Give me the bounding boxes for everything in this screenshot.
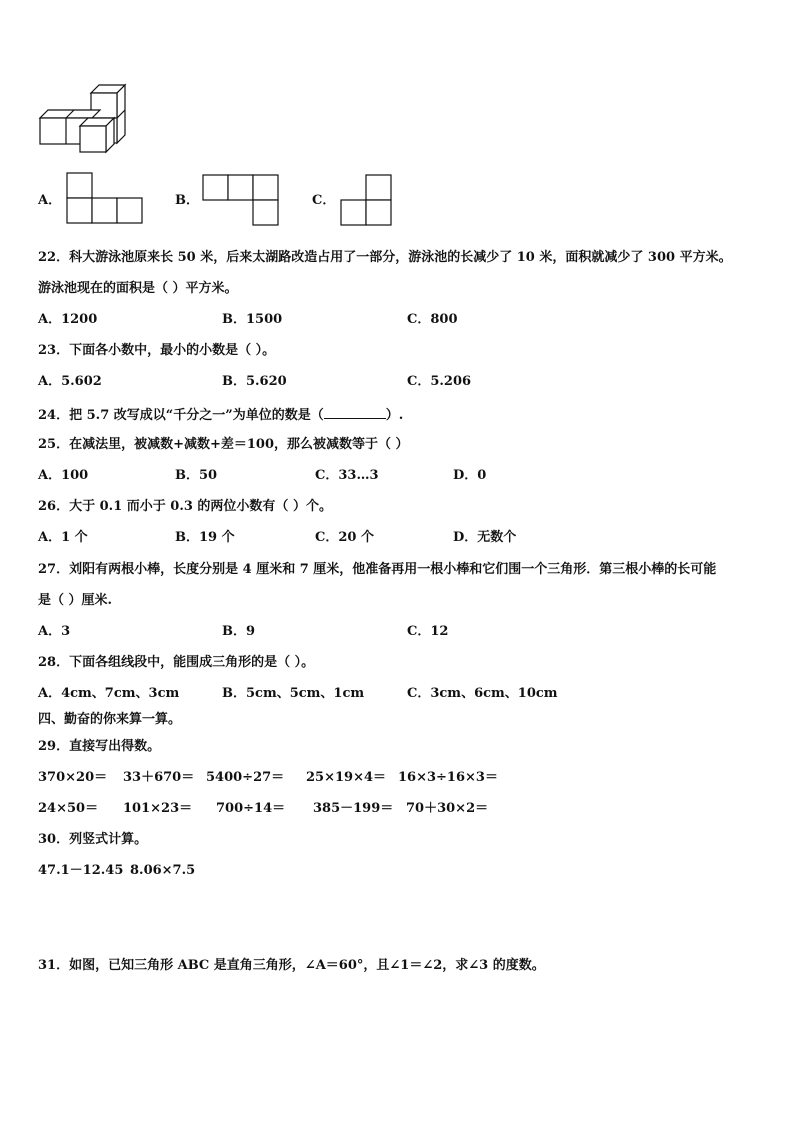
q29-r2-item3: 700÷14＝ bbox=[216, 801, 286, 816]
q25-option-a: A．100 bbox=[38, 468, 89, 483]
q29-r1-item1: 370×20＝ bbox=[38, 770, 108, 785]
q23-stem: 23．下面各小数中，最小的小数是（ ）。 bbox=[38, 343, 276, 358]
answer-blank[interactable] bbox=[324, 406, 386, 419]
option-b-label: B． bbox=[175, 193, 199, 208]
q22-line1: 22．科大游泳池原来长 50 米，后来太湖路改造占用了一部分，游泳池的长减少了 10 米，面积就减少了 300 平方米。 bbox=[38, 250, 732, 265]
section-heading: 四、勤奋的你来算一算。 bbox=[38, 712, 182, 727]
q23-option-b: B．5.620 bbox=[222, 374, 287, 389]
q29-r2-item4: 385－199＝ bbox=[313, 801, 394, 816]
q29-r1-item4: 25×19×4＝ bbox=[306, 770, 387, 785]
q26-option-b: B．19 个 bbox=[175, 530, 235, 545]
q26-option-d: D．无数个 bbox=[453, 530, 517, 545]
q22-option-b: B．1500 bbox=[222, 312, 283, 327]
q25-option-b: B．50 bbox=[175, 468, 218, 483]
q30-item1: 47.1－12.45 bbox=[38, 863, 124, 878]
q29-r2-item2: 101×23＝ bbox=[123, 801, 193, 816]
option-c-figure bbox=[340, 174, 394, 228]
q28-option-a: A．4cm、7cm、3cm bbox=[38, 686, 180, 701]
q24-stem bbox=[38, 406, 403, 424]
q22-line2: 游泳池现在的面积是（ ）平方米。 bbox=[38, 281, 238, 296]
q27-option-c: C．12 bbox=[407, 624, 449, 639]
q25-stem: 25．在减法里，被减数+减数+差＝100，那么被减数等于（ ） bbox=[38, 437, 409, 452]
option-a-figure bbox=[66, 172, 144, 224]
q26-stem: 26．大于 0.1 而小于 0.3 的两位小数有（ ）个。 bbox=[38, 499, 332, 514]
q22-option-a: A．1200 bbox=[38, 312, 98, 327]
q30-item2: 8.06×7.5 bbox=[130, 863, 196, 878]
q29-r1-item5: 16×3÷16×3＝ bbox=[398, 770, 498, 785]
q26-option-a: A．1 个 bbox=[38, 530, 88, 545]
q28-stem: 28．下面各组线段中，能围成三角形的是（ ）。 bbox=[38, 655, 315, 670]
option-b-figure bbox=[202, 174, 280, 228]
q24-before: 24．把 5.7 改写成以“千分之一”为单位的数是（ bbox=[38, 408, 324, 423]
q22-option-c: C．800 bbox=[407, 312, 458, 327]
cube-stack-figure bbox=[38, 82, 130, 156]
option-a-label: A． bbox=[38, 193, 62, 208]
q26-option-c: C．20 个 bbox=[315, 530, 374, 545]
q25-option-c: C．33…3 bbox=[315, 468, 379, 483]
q27-option-b: B．9 bbox=[222, 624, 256, 639]
q29-stem: 29．直接写出得数。 bbox=[38, 739, 161, 754]
q27-line2: 是（ ）厘米. bbox=[38, 593, 113, 608]
q23-option-a: A．5.602 bbox=[38, 374, 102, 389]
q29-r1-item2: 33＋670＝ bbox=[123, 770, 195, 785]
q23-option-c: C．5.206 bbox=[407, 374, 472, 389]
q31-stem: 31．如图，已知三角形 ABC 是直角三角形，∠A＝60°，且∠1＝∠2，求∠3 的度数。 bbox=[38, 958, 545, 973]
q27-option-a: A．3 bbox=[38, 624, 71, 639]
q28-option-b: B．5cm、5cm、1cm bbox=[222, 686, 365, 701]
q24-after: ）. bbox=[385, 408, 404, 423]
q27-line1: 27．刘阳有两根小棒，长度分别是 4 厘米和 7 厘米，他准备再用一根小棒和它们围一个三角形．第三根小棒的长可能 bbox=[38, 562, 717, 577]
q29-r2-item1: 24×50＝ bbox=[38, 801, 99, 816]
q25-option-d: D．0 bbox=[453, 468, 487, 483]
q30-stem: 30．列竖式计算。 bbox=[38, 832, 148, 847]
option-c-label: C． bbox=[312, 193, 336, 208]
q29-r2-item5: 70＋30×2＝ bbox=[406, 801, 489, 816]
q29-r1-item3: 5400÷27＝ bbox=[206, 770, 285, 785]
q28-option-c: C．3cm、6cm、10cm bbox=[407, 686, 558, 701]
